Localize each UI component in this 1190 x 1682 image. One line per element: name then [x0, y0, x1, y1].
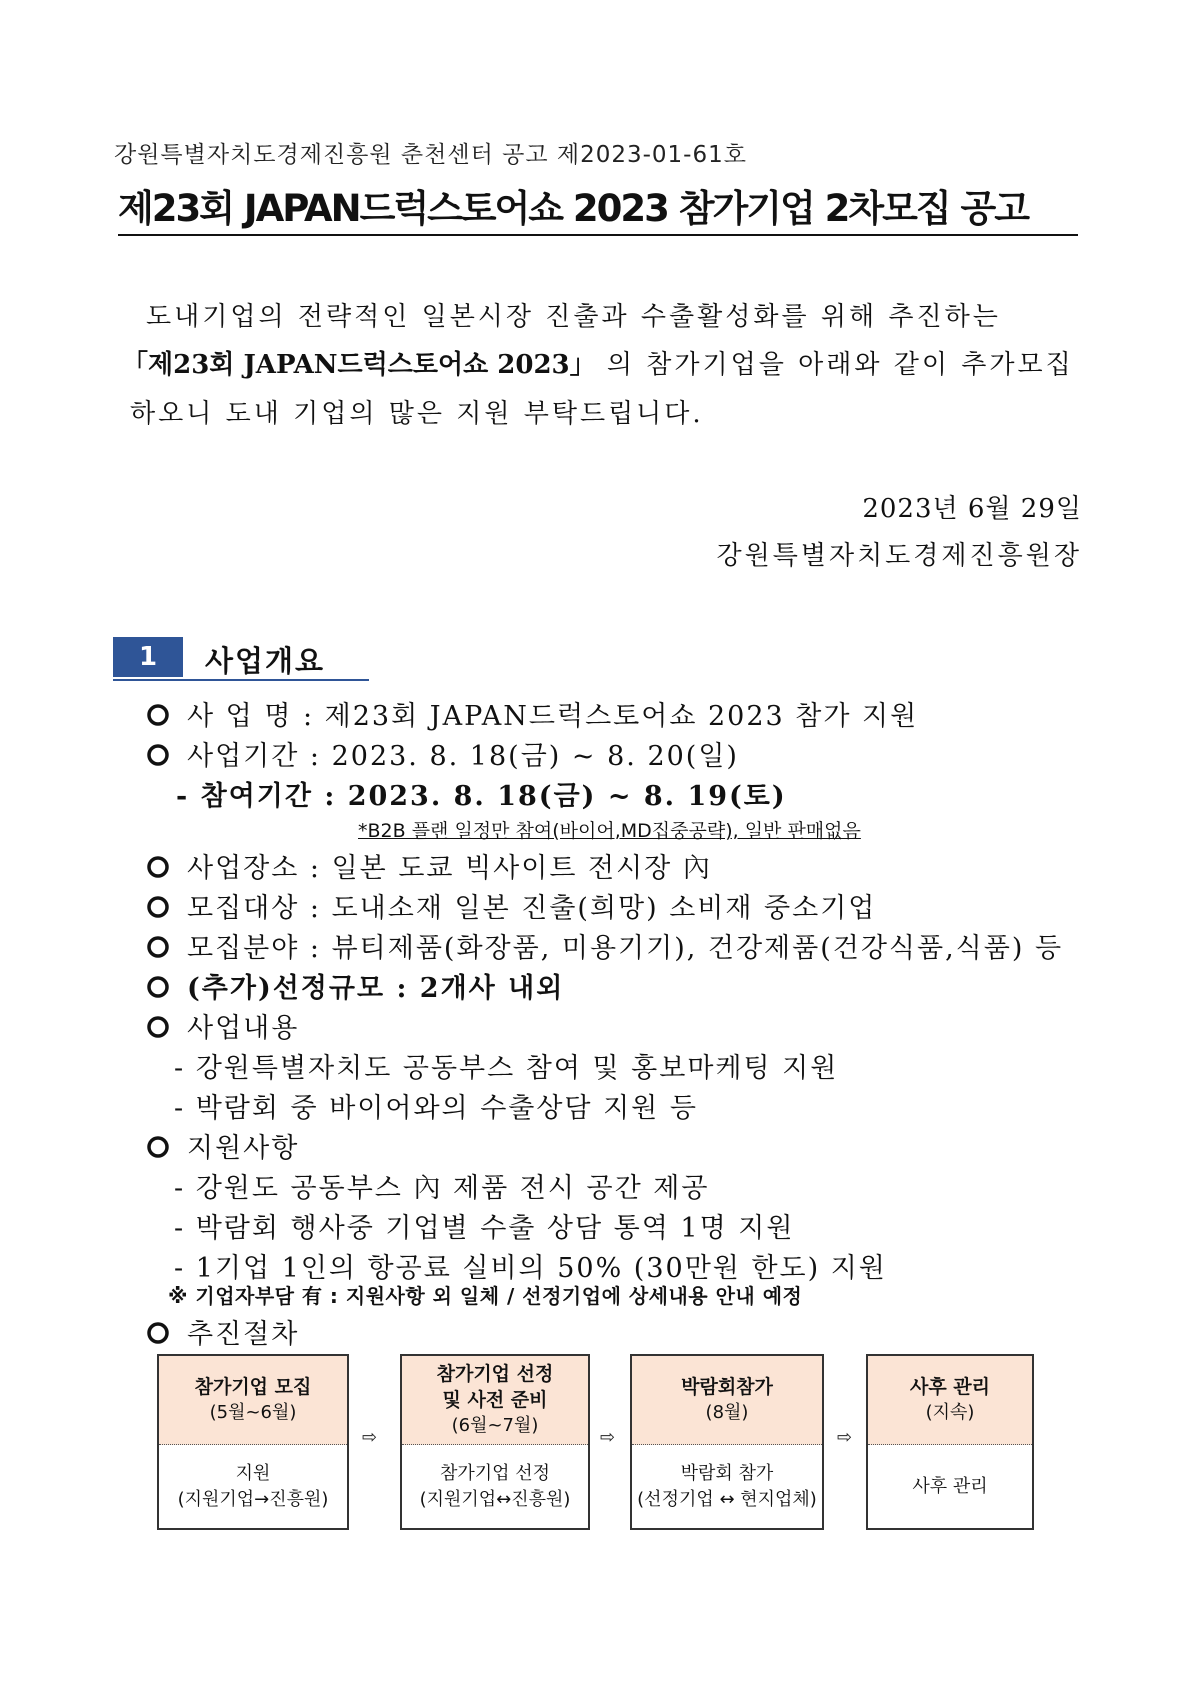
flow-step-3 — [630, 1354, 824, 1530]
circle-bullet-icon — [145, 1014, 171, 1040]
document-title: 제23회 JAPAN드럭스토어쇼 2023 참가기업 2차모집 공고 — [118, 178, 1078, 236]
flow-step-1 — [157, 1354, 349, 1530]
content-item-1: - 강원특별자치도 공동부스 참여 및 홍보마케팅 지원 — [174, 1053, 839, 1084]
event-name-bracketed: 「제23회 JAPAN드럭스토어쇼 2023」 — [122, 350, 596, 380]
circle-bullet-icon — [145, 854, 171, 880]
flow-step-header: 참가기업 선정 및 사전 준비 (6월~7월) — [402, 1356, 588, 1445]
circle-bullet-icon — [145, 742, 171, 768]
section-title: 사업개요 — [205, 644, 326, 678]
section-number: 1 — [113, 637, 183, 677]
circle-bullet-icon — [145, 1320, 171, 1346]
intro-line-3: 하오니 도내 기업의 많은 지원 부탁드립니다. — [130, 399, 704, 429]
notice-number: 강원특별자치도경제진흥원 춘천센터 공고 제2023-01-61호 — [114, 142, 747, 168]
flow-arrow-icon: ⇨ — [837, 1427, 853, 1448]
item-content: 사업내용 — [145, 1006, 299, 1045]
item-scale: (추가)선정규모 : 2개사 내외 — [145, 966, 564, 1005]
item-participation-period: - 참여기간 : 2023. 8. 18(금) ~ 8. 19(토) — [176, 781, 787, 812]
item-support: 지원사항 — [145, 1126, 299, 1165]
intro-line-2-rest: 의 참가기업을 아래와 같이 추가모집 — [595, 350, 1074, 380]
flow-step-header: 사후 관리 (지속) — [868, 1356, 1032, 1445]
item-business-name: 사 업 명 : 제23회 JAPAN드럭스토어쇼 2023 참가 지원 — [145, 694, 918, 733]
circle-bullet-icon — [145, 1134, 171, 1160]
issuer-name: 강원특별자치도경제진흥원장 — [716, 541, 1082, 571]
intro-line-2 — [122, 344, 1074, 381]
flow-step-header: 박람회참가 (8월) — [632, 1356, 822, 1445]
flow-step-body: 박람회 참가 (선정기업 ↔ 현지업체) — [637, 1462, 817, 1510]
item-process: 추진절차 — [145, 1312, 299, 1351]
intro-line-1: 도내기업의 전략적인 일본시장 진출과 수출활성화를 위해 추진하는 — [146, 302, 1001, 332]
flow-step-body: 사후 관리 — [912, 1475, 988, 1497]
support-item-2: - 박람회 행사중 기업별 수출 상담 통역 1명 지원 — [174, 1213, 795, 1244]
flow-step-2 — [400, 1354, 590, 1530]
item-place: 사업장소 : 일본 도쿄 빅사이트 전시장 內 — [145, 846, 712, 885]
notice-date: 2023년 6월 29일 — [862, 494, 1082, 524]
flow-step-body: 지원 (지원기업→진흥원) — [177, 1462, 329, 1510]
content-item-2: - 박람회 중 바이어와의 수출상담 지원 등 — [174, 1093, 698, 1124]
flow-step-body: 참가기업 선정 (지원기업↔진흥원) — [419, 1462, 571, 1510]
item-business-period: 사업기간 : 2023. 8. 18(금) ~ 8. 20(일) — [145, 734, 739, 773]
flow-step-4 — [866, 1354, 1034, 1530]
item-target: 모집대상 : 도내소재 일본 진출(희망) 소비재 중소기업 — [145, 886, 876, 925]
flow-arrow-icon: ⇨ — [600, 1427, 616, 1448]
circle-bullet-icon — [145, 702, 171, 728]
circle-bullet-icon — [145, 934, 171, 960]
flow-arrow-icon: ⇨ — [362, 1427, 378, 1448]
flow-step-header: 참가기업 모집 (5월~6월) — [159, 1356, 347, 1445]
support-item-1: - 강원도 공동부스 內 제품 전시 공간 제공 — [174, 1173, 710, 1204]
section-heading — [113, 637, 369, 681]
item-field: 모집분야 : 뷰티제품(화장품, 미용기기), 건강제품(건강식품,식품) 등 — [145, 926, 1063, 965]
circle-bullet-icon — [145, 974, 171, 1000]
participation-note: *B2B 플랜 일정만 참여(바이어,MD집중공략), 일반 판매없음 — [358, 820, 861, 842]
circle-bullet-icon — [145, 894, 171, 920]
support-item-3: - 1기업 1인의 항공료 실비의 50% (30만원 한도) 지원 — [174, 1253, 887, 1284]
burden-note: ※ 기업자부담 有 : 지원사항 외 일체 / 선정기업에 상세내용 안내 예정 — [168, 1284, 803, 1308]
